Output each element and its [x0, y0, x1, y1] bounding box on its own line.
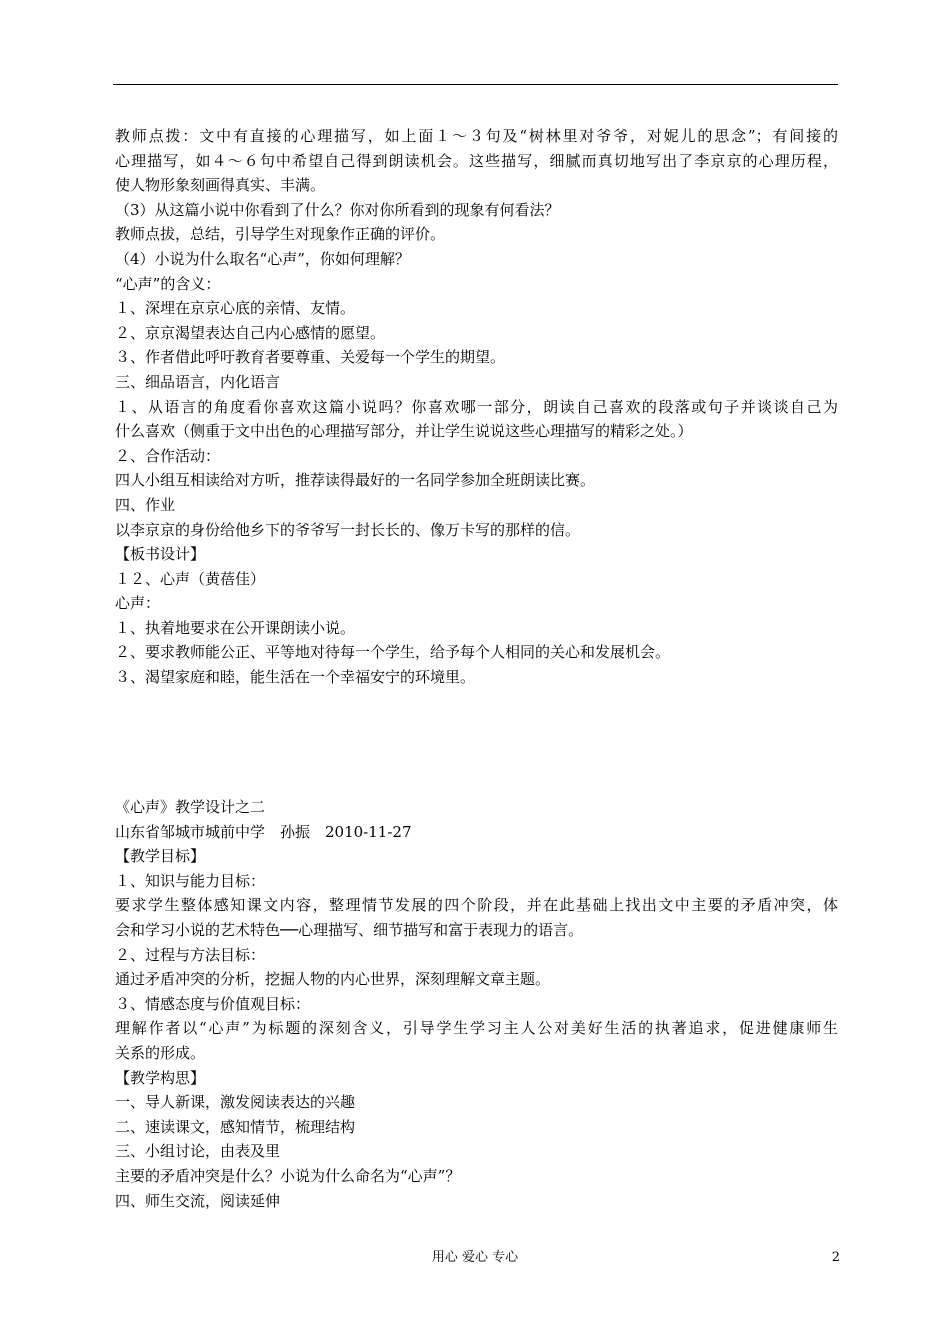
section-heading: 四、作业 [115, 495, 176, 514]
list-item: ３、情感态度与价值观目标： [115, 994, 311, 1013]
list-item: ３、作者借此呼吁教育者要尊重、关爱每一个学生的期望。 [115, 348, 506, 367]
footer-motto: 用心 爱心 专心 [431, 1250, 519, 1265]
list-item: １、深埋在京京心底的亲情、友情。 [115, 299, 356, 318]
text-line: 四人小组互相读给对方听，推荐读得最好的一名同学参加全班朗读比赛。 [115, 471, 596, 490]
text-line: （3）从这篇小说中你看到了什么？你对你所看到的现象有何看法？ [115, 200, 560, 219]
text-line: 主要的矛盾冲突是什么？小说为什么命名为“心声”？ [115, 1166, 461, 1185]
text-line: “心声”的含义： [115, 274, 221, 293]
text-line: 要求学生整体感知课文内容，整理情节发展的四个阶段，并在此基础上找出文中主要的矛盾冲突，体 [115, 896, 838, 915]
author-line: 山东省邹城市城前中学 孙振 2010-11-27 [115, 822, 412, 841]
list-item: 三、小组讨论，由表及里 [115, 1142, 281, 1161]
text-line: 关系的形成。 [115, 1043, 206, 1062]
list-item: １、知识与能力目标： [115, 871, 266, 890]
section-heading: 【教学构思】 [115, 1068, 206, 1087]
text-line: 教师点拨：文中有直接的心理描写，如上面１～３句及“树林里对爷爷，对妮儿的思念”；有间接的 [115, 127, 838, 145]
section-heading: 【教学目标】 [115, 847, 206, 866]
text-line: 理解作者以“心声”为标题的深刻含义，引导学生学习主人公对美好生活的执著追求，促进健康师生 [115, 1019, 838, 1038]
text-line: １２、心声（黄蓓佳） [115, 569, 266, 588]
header-rule [113, 84, 838, 85]
text-line: 会和学习小说的艺术特色──心理描写、细节描写和富于表现力的语言。 [115, 920, 584, 939]
text-line: 心声： [115, 594, 161, 613]
list-item: ２、过程与方法目标： [115, 945, 266, 964]
section-heading: 【板书设计】 [115, 545, 206, 564]
text-line: （4）小说为什么取名“心声”，你如何理解？ [115, 249, 410, 268]
text-line: 教师点拔，总结，引导学生对现象作正确的评价。 [115, 225, 446, 244]
text-line: １、从语言的角度看你喜欢这篇小说吗？你喜欢哪一部分，朗读自己喜欢的段落或句子并谈谈自己为 [115, 397, 838, 416]
document-title: 《心声》教学设计之二 [115, 798, 266, 816]
text-line: 什么喜欢（侧重于文中出色的心理描写部分，并让学生说说这些心理描写的精彩之处。） [115, 422, 693, 441]
list-item: 一、导人新课，激发阅读表达的兴趣 [115, 1093, 356, 1112]
list-item: 四、师生交流，阅读延伸 [115, 1191, 281, 1210]
list-item: ２、合作活动： [115, 446, 221, 465]
text-line: 心理描写，如４～６句中希望自己得到朗读机会。这些描写，细腻而真切地写出了李京京的心理历程， [115, 151, 838, 170]
text-line: 以李京京的身份给他乡下的爷爷写一封长长的、像万卡写的那样的信。 [115, 520, 581, 539]
list-item: ３、渴望家庭和睦，能生活在一个幸福安宁的环境里。 [115, 668, 476, 687]
list-item: ２、要求教师能公正、平等地对待每一个学生，给予每个人相同的关心和发展机会。 [115, 643, 671, 662]
page-number: 2 [831, 1250, 840, 1265]
lesson-part-one [115, 124, 838, 690]
section-heading: 三、细品语言，内化语言 [115, 372, 281, 391]
list-item: 二、速读课文，感知情节，梳理结构 [115, 1117, 356, 1136]
list-item: １、执着地要求在公开课朗读小说。 [115, 618, 356, 637]
text-line: 通过矛盾冲突的分析，挖掘人物的内心世界，深刻理解文章主题。 [115, 970, 551, 989]
lesson-part-two [115, 795, 838, 1213]
list-item: ２、京京渴望表达自己内心感情的愿望。 [115, 323, 386, 342]
text-line: 使人物形象刻画得真实、丰满。 [115, 176, 326, 195]
